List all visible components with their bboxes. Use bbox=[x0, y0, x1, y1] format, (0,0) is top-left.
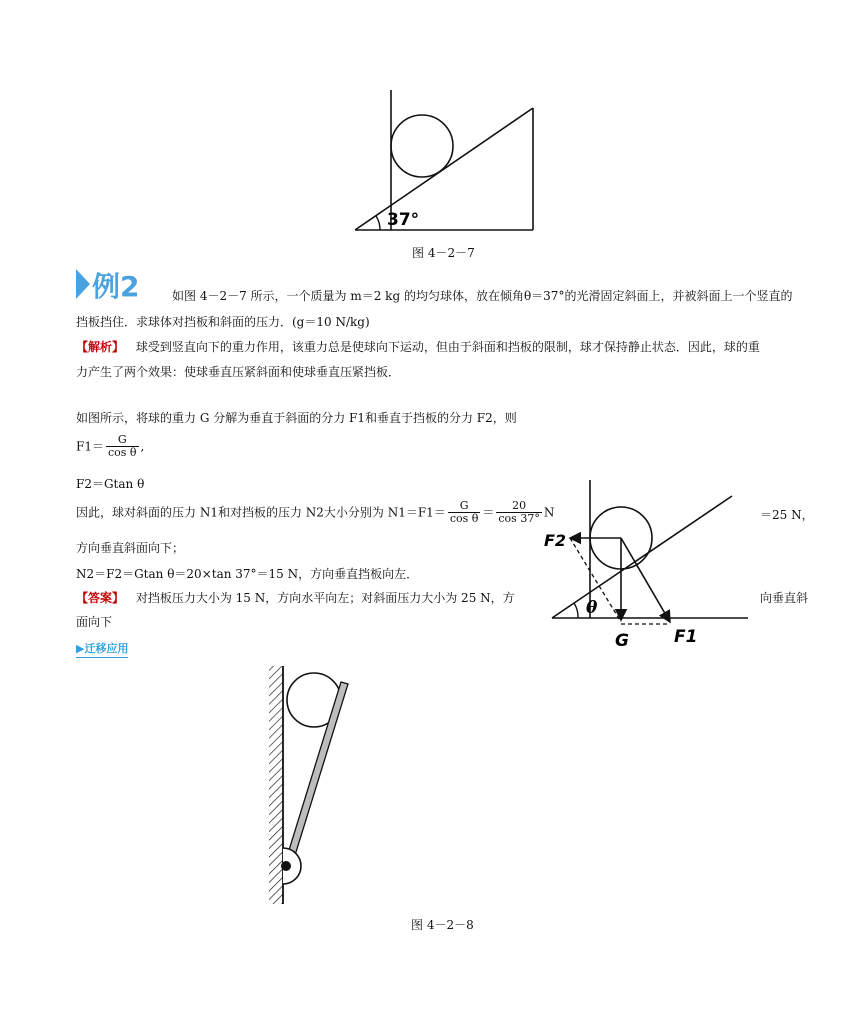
figure-caption-4-2-7: 图 4－2－7 bbox=[412, 246, 475, 260]
analysis-line3: 如图所示，将球的重力 G 分解为垂直于斜面的分力 F1和垂直于挡板的分力 F2，则 bbox=[76, 411, 517, 425]
answer-text1: 对挡板压力大小为 15 N，方向水平向左；对斜面压力大小为 25 N，方 bbox=[135, 591, 515, 605]
formula-n1-den1: cos θ bbox=[449, 512, 479, 525]
formula-n1-eq: ＝ bbox=[482, 505, 495, 520]
analysis-text1: 球受到竖直向下的重力作用，该重力总是使球向下运动，但由于斜面和挡板的限制，球才保持静止状态．因此，球的重 bbox=[135, 340, 760, 354]
formula-n1-fraction1 bbox=[448, 500, 481, 525]
practice-arrow-icon: ▶ bbox=[76, 642, 85, 655]
answer-line1 bbox=[76, 590, 515, 606]
formula-n1 bbox=[76, 500, 554, 525]
formula-f1-num: G bbox=[106, 434, 139, 447]
label-theta: θ bbox=[586, 598, 598, 618]
formula-f1-fraction bbox=[106, 434, 139, 459]
formula-n1-den2: cos 37° bbox=[498, 512, 540, 525]
example-text-line1: 如图 4－2－7 所示，一个质量为 m＝2 kg 的均匀球体，放在倾角θ＝37°的光滑固定斜面上，并被斜面上一个竖直的 bbox=[172, 289, 793, 303]
force-decomposition-figure bbox=[540, 476, 755, 652]
formula-f1 bbox=[76, 434, 144, 459]
formula-f1-lhs: F1＝ bbox=[76, 439, 104, 454]
practice-label-text: 迁移应用 bbox=[84, 642, 129, 655]
formula-f1-tail: , bbox=[140, 439, 145, 454]
answer-line2: 面向下 bbox=[76, 615, 113, 629]
analysis-direction1: 方向垂直斜面向下； bbox=[76, 541, 185, 555]
label-g: G bbox=[615, 631, 629, 651]
angle-label: 37° bbox=[387, 210, 420, 230]
answer-line1-tail: 向垂直斜 bbox=[760, 591, 809, 605]
formula-n1-fraction2 bbox=[496, 500, 541, 525]
label-f2: F2 bbox=[544, 531, 567, 550]
formula-f2: F2＝Gtan θ bbox=[76, 477, 145, 491]
answer-tag: 【答案】 bbox=[76, 591, 125, 605]
formula-n1-result: ＝25 N， bbox=[760, 508, 814, 522]
formula-n1-pre: 因此，球对斜面的压力 N1和对挡板的压力 N2大小分别为 N1＝F1＝ bbox=[76, 505, 446, 520]
example-badge-label: 例2 bbox=[92, 270, 140, 301]
label-f1: F1 bbox=[674, 627, 698, 647]
analysis-line1 bbox=[76, 339, 760, 355]
analysis-line2: 力产生了两个效果：使球垂直压紧斜面和使球垂直压紧挡板． bbox=[76, 365, 401, 379]
analysis-tag: 【解析】 bbox=[76, 340, 125, 354]
formula-f1-den: cos θ bbox=[107, 446, 137, 459]
formula-n2: N2＝F2＝Gtan θ＝20×tan 37°＝15 N，方向垂直挡板向左． bbox=[76, 567, 419, 581]
formula-n1-unit: N bbox=[543, 505, 555, 520]
formula-n1-num2: 20 bbox=[496, 500, 541, 513]
figure-4-2-7 bbox=[350, 88, 540, 234]
example-badge bbox=[76, 267, 162, 301]
figure-4-2-8 bbox=[262, 660, 362, 910]
figure-caption-4-2-8: 图 4－2－8 bbox=[411, 918, 474, 932]
example-text-line2: 挡板挡住．求球体对挡板和斜面的压力．(g＝10 N/kg) bbox=[76, 315, 370, 329]
practice-label bbox=[76, 640, 128, 658]
formula-n1-num1: G bbox=[448, 500, 481, 513]
